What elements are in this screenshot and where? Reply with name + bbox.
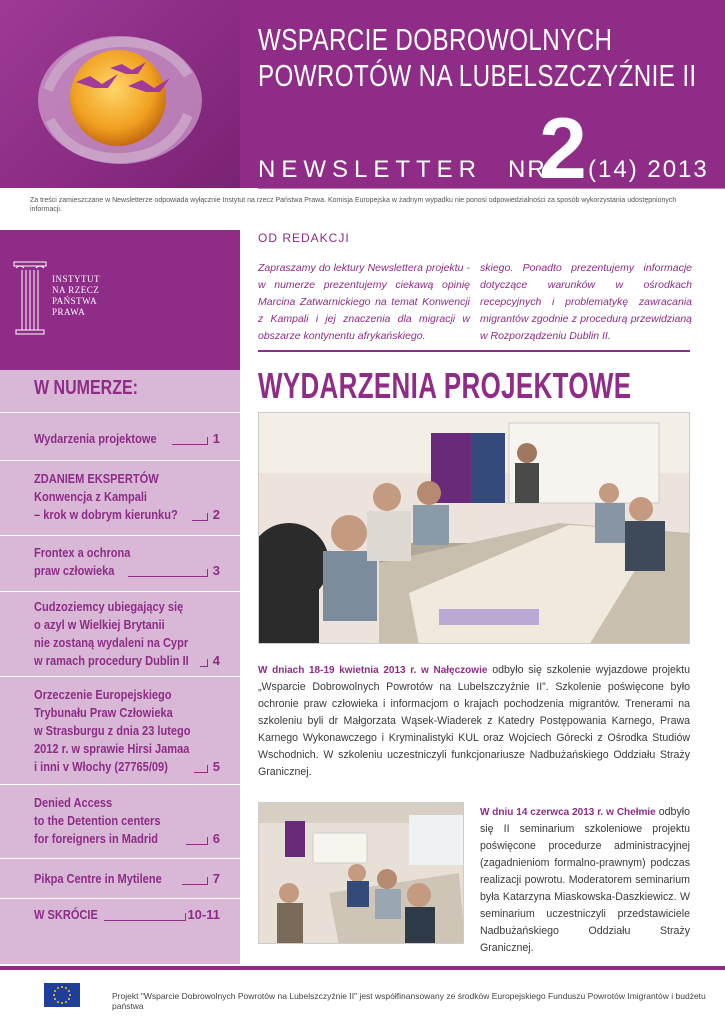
newsletter-label: NEWSLETTER [258,156,483,183]
editorial-col-1: Zapraszamy do lektury Newslettera projektu - w numerze prezentujemy ciekawą opinię Marcina Zatwarnickiego na temat Konwencji z Kampali i jej znaczenia dla migracji w obszarze kontynentu afrykańskiego. [258,262,470,342]
toc-item[interactable]: Frontex a ochrona praw człowieka 3 [34,545,220,578]
toc-item[interactable]: Denied Access to the Detention centers for foreigners in Madrid 6 [34,795,220,846]
footer-funding-note: Projekt "Wsparcie Dobrowolnych Powrotów na Lubelszczyźnie II" jest współfinansowany ze środków Europejskiego Funduszu Powrotów Imigrantów i budżetu państwa [112,991,706,1011]
event-paragraph-1: W dniach 18-19 kwietnia 2013 r. w Nałęczowie odbyło się szkolenie wyjazdowe projektu „Wsparcie Dobrowolnych Powrotów na Lubelszczyźnie II”. Szkolenie poświęcone było ochronie praw człowieka i informacjom o krajach pochodzenia migrantów. Trenerami na szkoleniu byli dr Małgorzata Wąsek-Wiaderek z Katedry Postępowania Karnego, Prawa Karnego Wykonawczego i Kryminalistyki KUL oraz Wojciech Górecki z Ośrodka Studiów Wschodnich. W szkoleniu uczestniczyli funkcjonariusze Nadbużańskiego Oddziału Straży Granicznej. [258,664,691,778]
toc-item[interactable]: Orzeczenie Europejskiego Trybunału Praw Człowieka w Strasburgu z dnia 23 lutego 2012 r. w sprawie Hirsi Jamaa i inni v Włochy (27765/09) 5 [34,687,220,774]
toc-divider [0,535,240,536]
toc-divider [0,676,240,677]
editorial-col-2: skiego. Ponadto prezentujemy informacje dotyczące warunków w ośrodkach recepcyjnych i problematykę zawracania migrantów zgodnie z procedurą przewidzianą w Rozporządzeniu Dublin II. [480,262,692,342]
toc-divider [0,858,240,859]
column-icon [12,260,48,340]
institute-logo-box [0,230,240,370]
toc-item[interactable]: W SKRÓCIE 10-11 [34,907,220,922]
toc-divider [0,460,240,461]
header-divider [258,188,725,189]
toc-item[interactable]: Wydarzenia projektowe 1 [34,431,220,446]
toc-item[interactable]: Cudzoziemcy ubiegający się o azyl w Wielkiej Brytanii nie zostaną wydaleni na Cypr w ramach procedury Dublin II 4 [34,599,220,668]
toc-heading: W NUMERZE: [34,377,138,399]
issue-bar [258,101,725,197]
footer-divider [0,966,725,970]
toc-item[interactable]: ZDANIEM EKSPERTÓW Konwencja z Kampali – krok w dobrym kierunku? 2 [34,471,220,522]
event-paragraph-2: W dniu 14 czerwca 2013 r. w Chełmie odbyło się II seminarium szkoleniowe projektu poświęcone procedurze administracyjnej (zagadnieniom formalno-prawnym) podczas realizacji powrotu. Moderatorem seminarium była Katarzyna Miaskowska-Daszkiewicz. W seminarium uczestniczyli przedstawiciele Nadbużańskiego Oddziału Straży Granicznej. [480,806,690,954]
editorial-heading: OD REDAKCJI [258,231,350,245]
eu-flag-icon [44,983,80,1007]
project-logo-panel [0,0,240,188]
section-divider [258,350,690,352]
training-photo [258,412,690,644]
disclaimer: Za treści zamieszczane w Newsletterze odpowiada wyłącznie Instytut na rzecz Państwa Prawa. Komisja Europejska w żadnym wypadku nie ponosi odpowiedzialności za sposób wykorzystania udostępnionych informacji. [30,197,677,213]
toc-divider [0,784,240,785]
seminar-photo [258,802,464,944]
toc-divider [0,591,240,592]
header-banner [0,0,725,197]
toc-divider [0,898,240,899]
toc-item[interactable]: Pikpa Centre in Mytilene 7 [34,871,220,886]
sidebar [0,230,240,964]
institute-name: INSTYTUT NA RZECZ PAŃSTWA PRAWA [52,274,100,317]
issue-prefix: NR [508,156,547,183]
table-of-contents [0,370,240,964]
issue-number: 2 [539,101,587,197]
newsletter-title: WSPARCIE DOBROWOLNYCH POWROTÓW NA LUBELSZCZYŹNIE II [258,22,697,93]
section-heading: WYDARZENIA PROJEKTOWE [258,365,632,406]
toc-divider [0,412,240,413]
issue-year: (14) 2013 [588,156,709,183]
globe-birds-icon [28,20,208,170]
